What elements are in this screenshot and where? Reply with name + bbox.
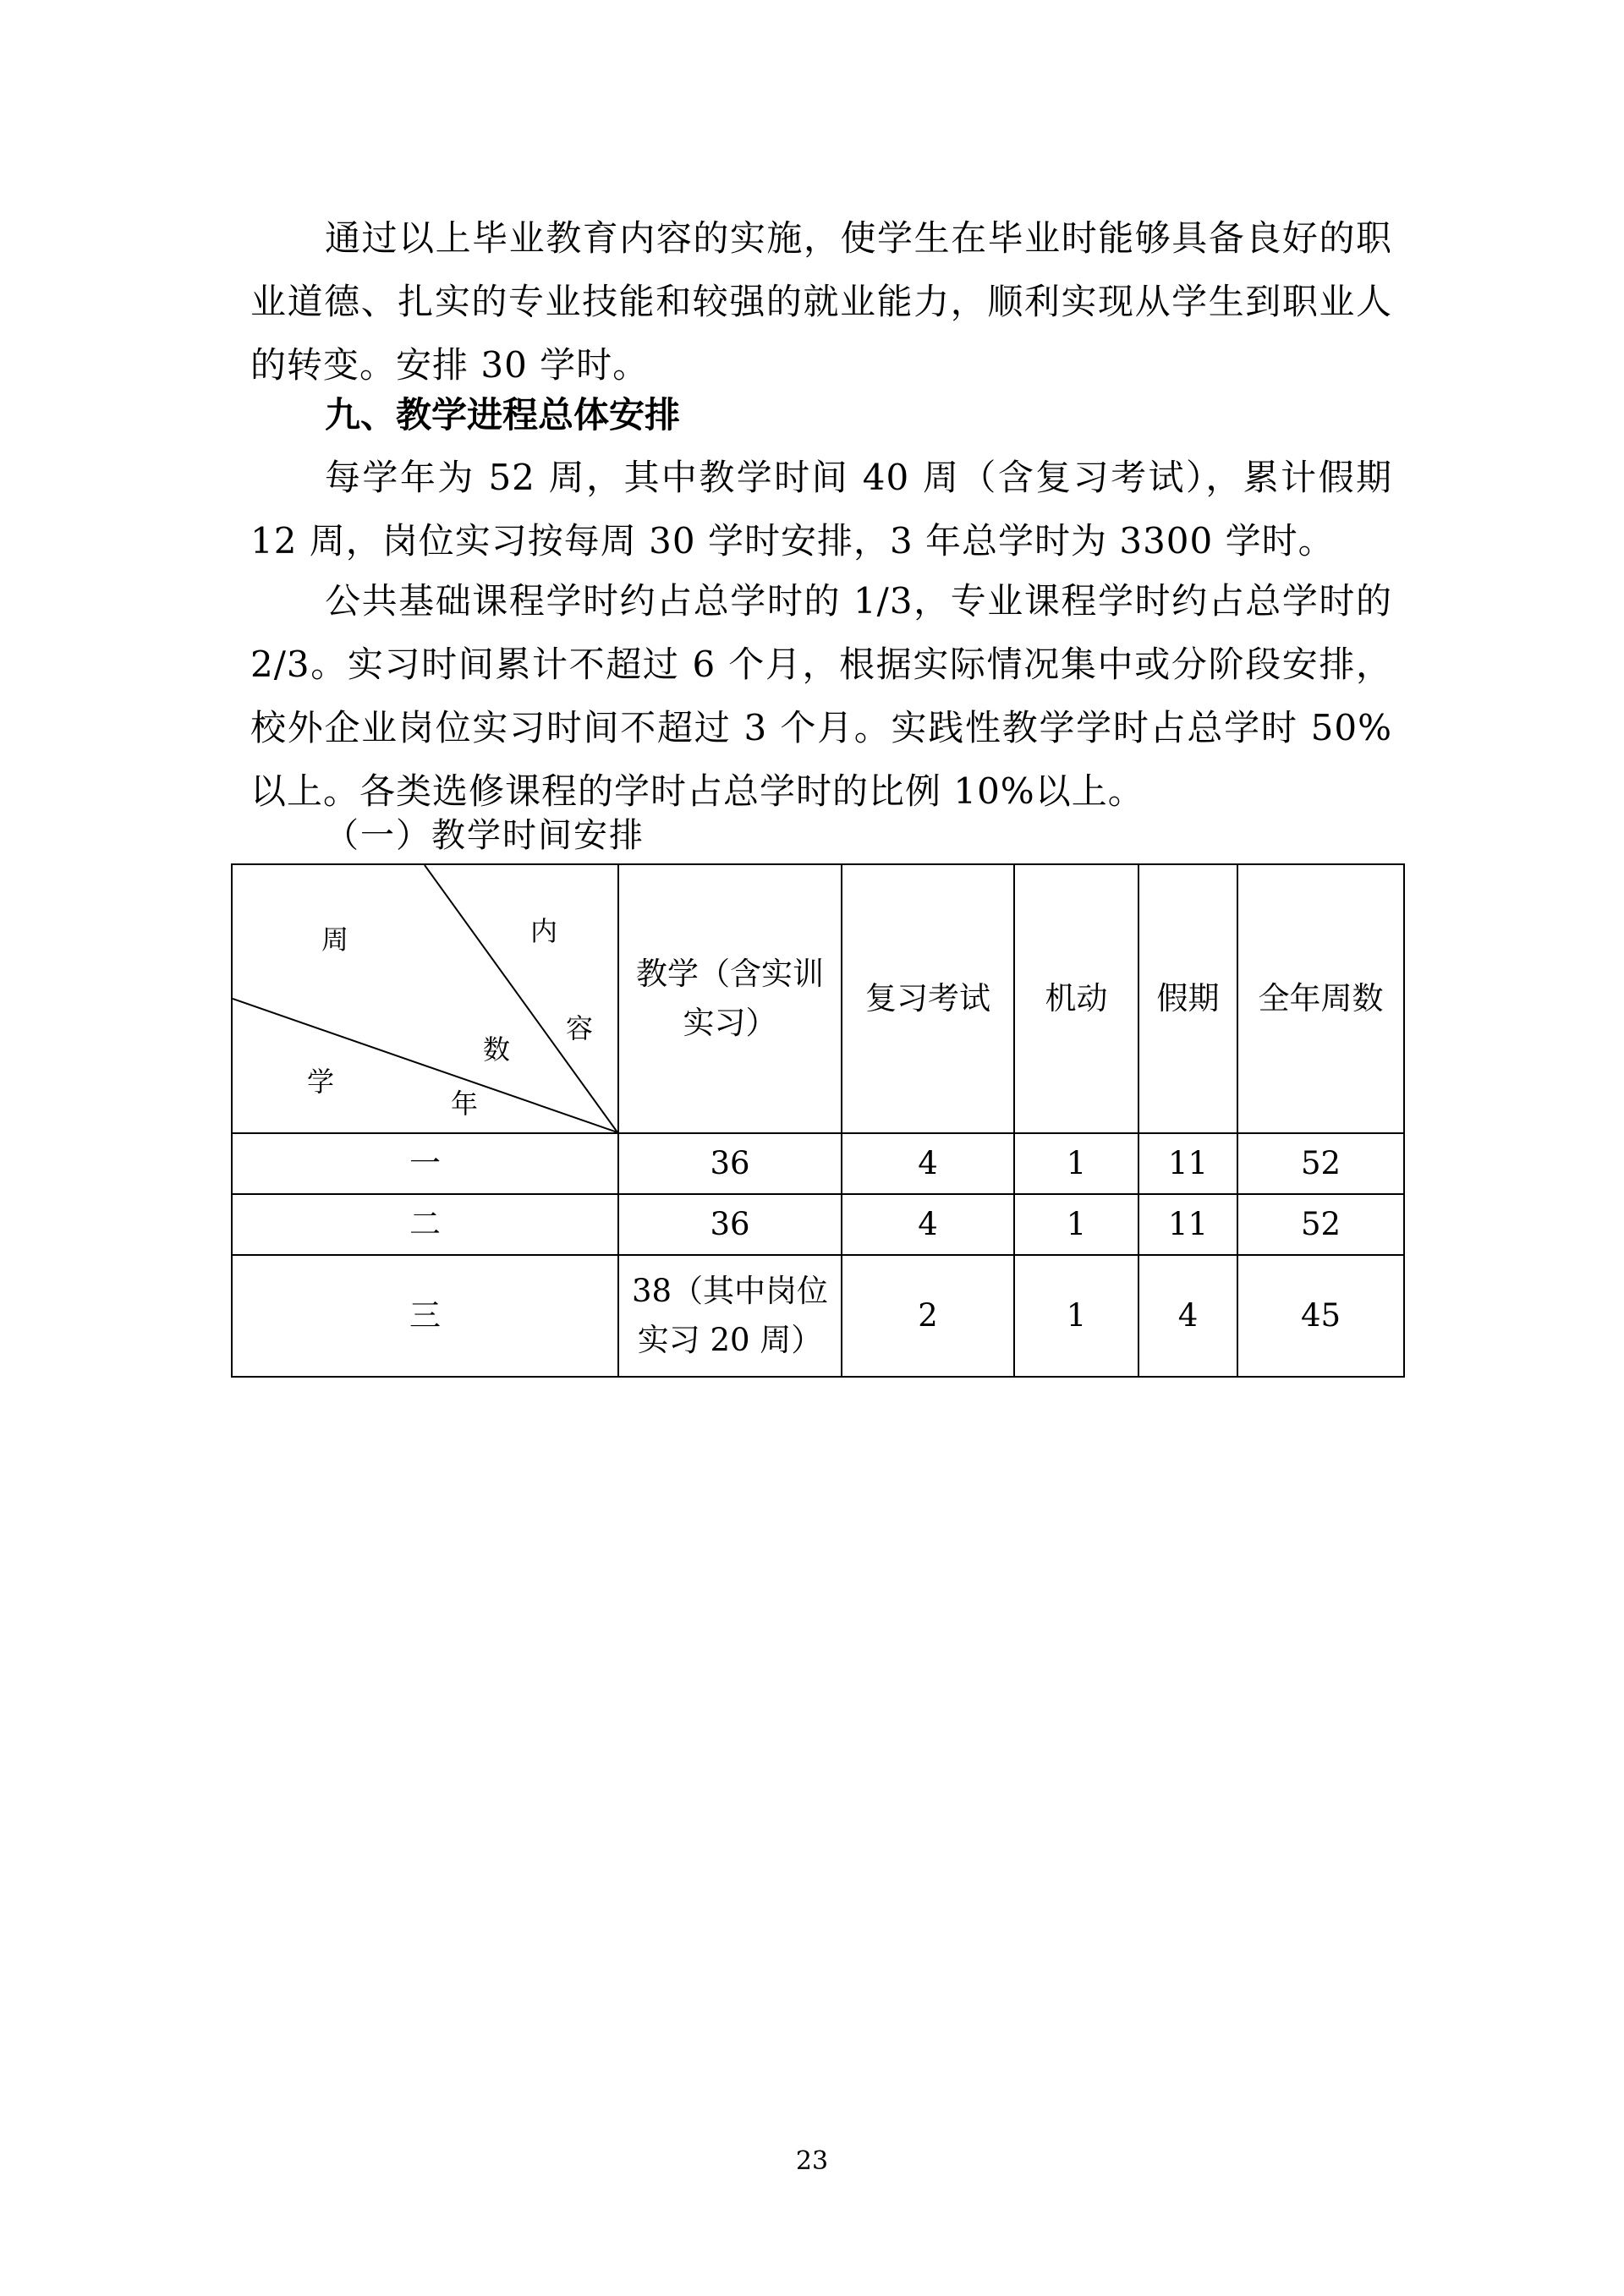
table-row [232,1194,1404,1255]
table-header-row [232,864,1404,1133]
header-total-weeks: 全年周数 [1237,864,1404,1133]
cell-holiday: 11 [1138,1194,1237,1255]
page-number: 23 [795,2146,829,2176]
corner-label-nian: 年 [451,1088,479,1120]
table-row [232,1133,1404,1194]
cell-year: 二 [232,1194,618,1255]
corner-label-nei: 内 [530,915,558,947]
cell-exam: 4 [842,1133,1014,1194]
cell-flex: 1 [1014,1133,1138,1194]
paragraph-academic-year: 每学年为 52 周，其中教学时间 40 周（含复习考试），累计假期 12 周，岗位实习按每周 30 学时安排，3 年总学时为 3300 学时。 [250,457,1392,562]
cell-teaching: 36 [618,1194,842,1255]
cell-flex: 1 [1014,1255,1138,1377]
header-holiday: 假期 [1138,864,1237,1133]
cell-total: 52 [1237,1133,1404,1194]
paragraph-graduation-summary: 通过以上毕业教育内容的实施，使学生在毕业时能够具备良好的职业道德、扎实的专业技能和较强的就业能力，顺利实现从学生到职业人的转变。安排 30 学时。 [250,217,1392,386]
diagonal-corner-cell [232,864,618,1133]
corner-label-zhou: 周 [321,923,349,956]
cell-holiday: 4 [1138,1255,1237,1377]
cell-exam: 4 [842,1194,1014,1255]
cell-teaching: 36 [618,1133,842,1194]
cell-exam: 2 [842,1255,1014,1377]
header-exam: 复习考试 [842,864,1014,1133]
cell-total: 45 [1237,1255,1404,1377]
corner-label-rong: 容 [566,1012,594,1044]
cell-holiday: 11 [1138,1133,1237,1194]
paragraph-course-ratio: 公共基础课程学时约占总学时的 1/3，专业课程学时约占总学时的 2/3。实习时间累计不超过 6 个月，根据实际情况集中或分阶段安排，校外企业岗位实习时间不超过 3 个月。实践性教学学时占总学时 50%以上。各类选修课程的学时占总学时的比例 10%以上。 [250,580,1392,812]
cell-year: 三 [232,1255,618,1377]
cell-flex: 1 [1014,1194,1138,1255]
table-row [232,1255,1404,1377]
section-heading: 九、教学进程总体安排 [325,394,681,436]
cell-teaching: 38（其中岗位实习 20 周） [618,1255,842,1377]
cell-total: 52 [1237,1194,1404,1255]
teaching-time-table [231,863,1405,1378]
corner-label-shu: 数 [483,1033,511,1066]
subsection-heading: （一）教学时间安排 [325,816,645,855]
cell-year: 一 [232,1133,618,1194]
corner-label-xue: 学 [307,1066,335,1098]
diagonal-lines [233,865,617,1132]
header-teaching: 教学（含实训实习） [618,864,842,1133]
header-flex: 机动 [1014,864,1138,1133]
